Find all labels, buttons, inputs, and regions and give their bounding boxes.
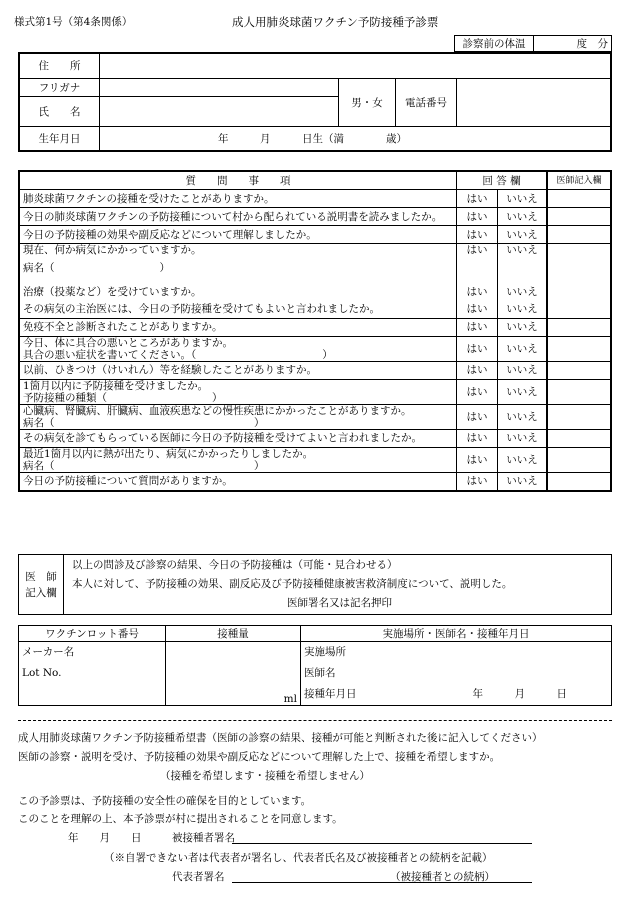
doctor-note-cell[interactable]	[547, 336, 611, 361]
answer-no[interactable]: いいえ	[498, 318, 548, 336]
answer-no[interactable]: いいえ	[498, 336, 548, 361]
consent-title: 成人用肺炎球菌ワクチン予防接種希望書（医師の診察の結果、接種が可能と判断された後に記入してください）	[18, 732, 543, 744]
maker-field[interactable]: メーカー名	[22, 646, 75, 658]
question-table	[18, 170, 612, 492]
question-text: 1箇月以内に予防接種を受けましたか。 予防接種の種類（ ）	[19, 379, 457, 404]
question-text: 治療（投薬など）を受けていますか。	[19, 284, 457, 301]
answer-no[interactable]: いいえ	[498, 361, 548, 379]
doctor-notes-table	[18, 554, 612, 615]
answer-yes[interactable]: はい	[457, 472, 498, 491]
personal-info-table	[18, 52, 612, 152]
temperature-box	[454, 35, 612, 52]
vaccine-table	[18, 625, 612, 706]
answer-no[interactable]: いいえ	[498, 190, 548, 208]
sign-date[interactable]: 年 月 日	[68, 832, 142, 844]
answer-no[interactable]: いいえ	[498, 472, 548, 491]
question-row	[19, 404, 611, 429]
address-label: 住 所	[19, 53, 100, 78]
sex-select[interactable]: 男・女	[339, 78, 396, 126]
doctor-note-cell[interactable]	[547, 472, 611, 491]
answer-no[interactable]: いいえ	[498, 208, 548, 226]
doctor-note-cell[interactable]	[547, 226, 611, 244]
place-header: 実施場所・医師名・接種年月日	[301, 626, 612, 642]
consent-choice[interactable]: （接種を希望します・接種を希望しません）	[160, 770, 370, 782]
answer-no[interactable]: いいえ	[498, 284, 548, 301]
signature-line[interactable]	[232, 843, 532, 844]
doctor-column-header: 医師記入欄	[547, 171, 611, 190]
question-row	[19, 284, 611, 301]
form-number: 様式第1号（第4条関係）	[14, 16, 133, 28]
question-row	[19, 244, 611, 284]
answer-no[interactable]: いいえ	[498, 429, 548, 447]
question-row	[19, 429, 611, 447]
answer-yes[interactable]: はい	[457, 284, 498, 301]
question-text: 今日の予防接種について質問がありますか。	[19, 472, 457, 491]
doctor-note-cell[interactable]	[547, 447, 611, 472]
proxy-note: （※自署できない者は代表者が署名し、代表者氏名及び被接種者との続柄を記載）	[104, 852, 493, 864]
phone-label: 電話番号	[396, 78, 457, 126]
question-text: 免疫不全と診断されたことがありますか。	[19, 318, 457, 336]
doctor-note-cell[interactable]	[547, 244, 611, 319]
answer-no[interactable]: いいえ	[498, 244, 548, 284]
dob-field[interactable]: 年 月 日生（満 歳）	[100, 126, 612, 151]
question-detail-field[interactable]: 病名（ ）	[23, 416, 265, 429]
doctor-note-cell[interactable]	[547, 379, 611, 404]
agreement-text: このことを理解の上、本予診票が村に提出されることを同意します。	[18, 813, 343, 825]
consent-question: 医師の診察・説明を受け、予防接種の効果や副反応などについて理解した上で、接種を希望しますか。	[18, 751, 501, 763]
question-header: 質 問 事 項	[19, 171, 457, 190]
dose-header: 接種量	[166, 626, 301, 642]
answer-yes[interactable]: はい	[457, 404, 498, 429]
answer-no[interactable]: いいえ	[498, 301, 548, 319]
question-text: 以前、ひきつけ（けいれん）等を経験したことがありますか。	[19, 361, 457, 379]
signature-label: 被接種者署名	[172, 832, 235, 844]
question-row	[19, 361, 611, 379]
doctor-name-field[interactable]: 医師名	[304, 667, 336, 679]
phone-field[interactable]	[457, 78, 612, 126]
page-title: 成人用肺炎球菌ワクチン予防接種予診票	[232, 15, 439, 29]
question-text: その病気を診てもらっている医師に今日の予防接種を受けてよいと言われましたか。	[19, 429, 457, 447]
address-field[interactable]	[100, 53, 612, 78]
answer-yes[interactable]: はい	[457, 361, 498, 379]
answer-yes[interactable]: はい	[457, 429, 498, 447]
answer-yes[interactable]: はい	[457, 208, 498, 226]
question-detail-field[interactable]: 予防接種の種類（ ）	[23, 391, 223, 404]
answer-yes[interactable]: はい	[457, 379, 498, 404]
answer-no[interactable]: いいえ	[498, 404, 548, 429]
rep-signature-label: 代表者署名	[172, 871, 225, 883]
relation-label: （被接種者との続柄）	[390, 871, 495, 883]
purpose-text: この予診票は、予防接種の安全性の確保を目的としています。	[18, 795, 312, 807]
doctor-note-cell[interactable]	[547, 361, 611, 379]
lot-header: ワクチンロット番号	[19, 626, 166, 642]
answer-yes[interactable]: はい	[457, 244, 498, 284]
question-text: 最近1箇月以内に熱が出たり、病気にかかったりしましたか。 病名（ ）	[19, 447, 457, 472]
dose-field[interactable]: ml	[166, 642, 301, 706]
lot-field[interactable]: Lot No.	[22, 667, 62, 679]
doctor-note-cell[interactable]	[547, 190, 611, 208]
question-row	[19, 472, 611, 491]
answer-header: 回 答 欄	[457, 171, 548, 190]
answer-yes[interactable]: はい	[457, 447, 498, 472]
temp-field[interactable]: 度 分	[534, 36, 612, 52]
doctor-note-cell[interactable]	[547, 429, 611, 447]
dob-label: 生年月日	[19, 126, 100, 151]
doctor-note-cell[interactable]	[547, 208, 611, 226]
question-text: 肺炎球菌ワクチンの接種を受けたことがありますか。	[19, 190, 457, 208]
question-row	[19, 379, 611, 404]
question-text: その病気の主治医には、今日の予防接種を受けてもよいと言われましたか。	[19, 301, 457, 319]
question-detail-field[interactable]: 病名（ ）	[23, 459, 265, 472]
doctor-note-cell[interactable]	[547, 404, 611, 429]
question-detail-field[interactable]: 病名（ ）	[23, 262, 170, 274]
doctor-label: 医 師 記入欄	[19, 555, 64, 615]
question-row	[19, 301, 611, 319]
answer-no[interactable]: いいえ	[498, 379, 548, 404]
question-text: 今日の肺炎球菌ワクチンの予防接種について村から配られている説明書を読みましたか。	[19, 208, 457, 226]
question-row	[19, 190, 611, 208]
question-text: 心臓病、腎臓病、肝臓病、血液疾患などの慢性疾患にかかったことがありますか。 病名（ ）	[19, 404, 457, 429]
furigana-field[interactable]	[100, 78, 339, 96]
furigana-label: フリガナ	[19, 78, 100, 96]
answer-no[interactable]: いいえ	[498, 447, 548, 472]
vaccination-date-field[interactable]: 接種年月日 年 月 日	[304, 688, 567, 700]
question-row	[19, 318, 611, 336]
question-text: 今日の予防接種の効果や副反応などについて理解しましたか。	[19, 226, 457, 244]
doctor-result-line[interactable]: 以上の問診及び診察の結果、今日の予防接種は（可能・見合わせる）	[72, 559, 398, 571]
answer-no[interactable]: いいえ	[498, 226, 548, 244]
doctor-signature[interactable]: 医師署名又は記名押印	[287, 597, 392, 609]
answer-yes[interactable]: はい	[457, 190, 498, 208]
question-detail-field[interactable]: 具合の悪い症状を書いてください。（ ）	[23, 348, 333, 361]
section-divider	[18, 720, 612, 721]
question-row	[19, 226, 611, 244]
answer-yes[interactable]: はい	[457, 301, 498, 319]
question-row	[19, 208, 611, 226]
question-text: 今日、体に具合の悪いところがありますか。 具合の悪い症状を書いてください。（ ）	[19, 336, 457, 361]
answer-yes[interactable]: はい	[457, 318, 498, 336]
question-row	[19, 336, 611, 361]
doctor-note-cell[interactable]	[547, 318, 611, 336]
temp-label: 診察前の体温	[455, 36, 534, 52]
name-label: 氏 名	[19, 96, 100, 126]
question-text: 現在、何か病気にかかっていますか。 病名（ ）	[19, 244, 457, 284]
doctor-explanation-line: 本人に対して、予防接種の効果、副反応及び予防接種健康被害救済制度について、説明した。	[72, 578, 513, 590]
name-field[interactable]	[100, 96, 339, 126]
place-field[interactable]: 実施場所	[304, 646, 346, 658]
answer-yes[interactable]: はい	[457, 336, 498, 361]
question-row	[19, 447, 611, 472]
answer-yes[interactable]: はい	[457, 226, 498, 244]
